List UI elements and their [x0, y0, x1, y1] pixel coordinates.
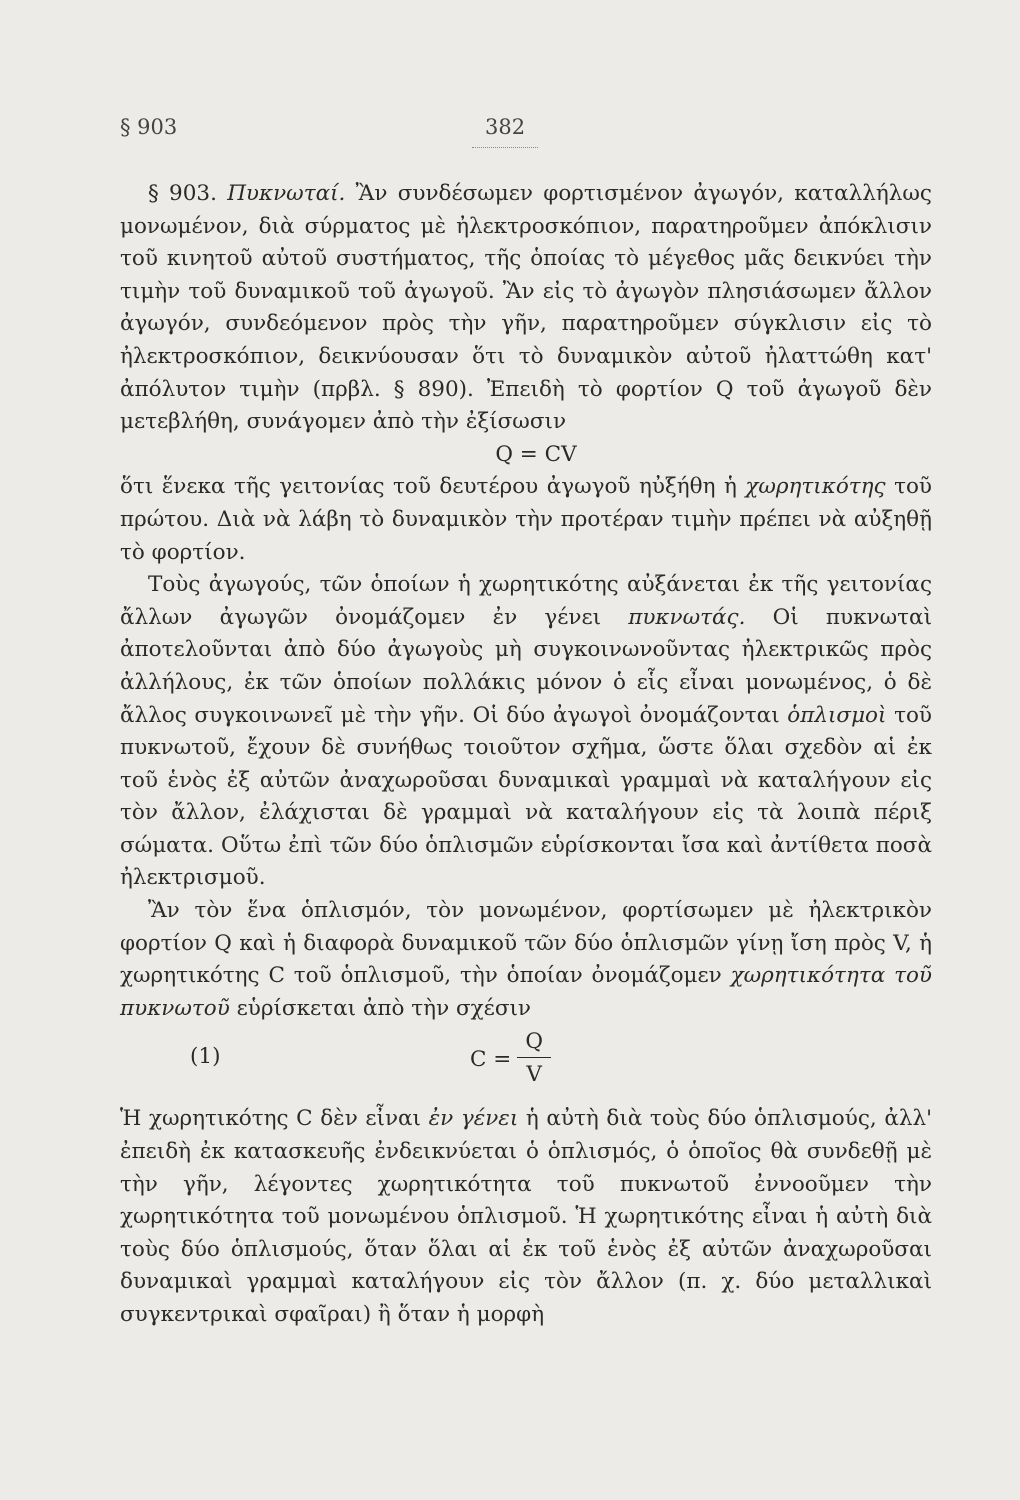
equation-q-cv: Q = CV: [495, 441, 577, 467]
paragraph-3: [120, 569, 932, 895]
paragraph-1-text: Ἂν συνδέσωμεν φορτισμένον ἀγωγόν, καταλλήλως μονωμένον, διὰ σύρματος μὲ ἠλεκτροσκόπιον, παρατηροῦμεν ἀπόκλισιν τοῦ κινητοῦ αὐτοῦ συστήματος, τῆς ὁποίας τὸ μέγεθος μᾶς δεικνύει τὴν τιμὴν τοῦ δυναμικοῦ τοῦ ἀγωγοῦ. Ἂν εἰς τὸ ἀγωγὸν πλησιάσωμεν ἄλλον ἀγωγόν, συνδεόμενον πρὸς τὴν γῆν, παρατηροῦμεν σύγκλισιν εἰς τὸ ἠλεκτροσκόπιον, δεικνύουσαν ὅτι τὸ δυναμικὸν αὐτοῦ ἠλαττώθη κατ' ἀπόλυτον τιμὴν (πρβλ. § 890). Ἐπειδὴ τὸ φορτίον Q τοῦ ἀγωγοῦ δὲν μετεβλήθη, συνάγομεν ἀπὸ τὴν ἐξίσωσιν: [120, 181, 932, 435]
equation-c-q-over-v: [120, 1027, 932, 1103]
paragraph-5-text-b: ἡ αὐτὴ διὰ τοὺς δύο ὁπλισμούς, ἀλλ' ἐπειδὴ ἐκ κατασκευῆς ἐνδεικνύεται ὁ ὁπλισμός, ὁ ὁποῖος θὰ συνδεθῇ μὲ τὴν γῆν, λέγοντες χωρητικότητα τοῦ πυκνωτοῦ ἐννοοῦμεν τὴν χωρητικότητα τοῦ μονωμένου ὁπλισμοῦ. Ἡ χωρητικότης εἶναι ἡ αὐτὴ διὰ τοὺς δύο ὁπλισμούς, ὅταν ὅλαι αἱ ἐκ τοῦ ἑνὸς ἐξ αὐτῶν ἀναχωροῦσαι δυναμικαὶ γραμμαὶ καταλήγουν εἰς τὸν ἄλλον (π. χ. δύο μεταλλικαὶ συγκεντρικαὶ σφαῖραι) ἢ ὅταν ἡ μορφὴ: [120, 1106, 932, 1327]
equation-body: [470, 1027, 551, 1092]
fraction: [517, 1027, 551, 1092]
header-rule: [472, 147, 538, 148]
fraction-denominator: V: [526, 1062, 542, 1088]
paragraph-5: [120, 1103, 932, 1331]
emphasis-in-general: ἐν γένει: [428, 1106, 519, 1132]
page-number: 382: [485, 115, 526, 139]
emphasis-capacity: χωρητικότης: [745, 474, 886, 500]
paragraph-2-text-a: ὅτι ἕνεκα τῆς γειτονίας τοῦ δευτέρου ἀγωγοῦ ηὐξήθη ἡ: [120, 474, 737, 500]
paragraph-3-text-b: Οἱ πυκνωταὶ ἀποτελοῦνται ἀπὸ δύο ἀγωγοὺς μὴ συγκοινωνοῦντας ἠλεκτρικῶς πρὸς ἀλλήλους, ἐκ τῶν ὁποίων πολλάκις μόνον ὁ εἷς εἶναι μονωμένος, ὁ δὲ ἄλλος συγκοινωνεῖ μὲ τὴν γῆν. Οἱ δύο ἀγωγοὶ ὀνομάζονται: [120, 604, 932, 728]
equation-number: (1): [190, 1044, 221, 1070]
paragraph-5-text-a: Ἡ χωρητικότης C δὲν εἶναι: [120, 1106, 421, 1132]
paragraph-1: [120, 178, 932, 439]
paragraph-4: [120, 895, 932, 1025]
paragraph-2: [120, 471, 932, 569]
paragraph-4-text-b: εὑρίσκεται ἀπὸ τὴν σχέσιν: [236, 995, 531, 1021]
paragraph-2-text-b: τοῦ πρώτου. Διὰ νὰ λάβη τὸ δυναμικὸν τὴν προτέραν τιμὴν πρέπει νὰ αὐξηθῇ τὸ φορτίον.: [120, 474, 932, 565]
emphasis-capacitors: πυκνωτάς.: [628, 604, 746, 630]
fraction-numerator: Q: [517, 1027, 551, 1058]
section-label: § 903.: [148, 181, 217, 206]
paragraph-3-text-c: τοῦ πυκνωτοῦ, ἔχουν δὲ συνήθως τοιοῦτον σχῆμα, ὥστε ὅλαι σχεδὸν αἱ ἐκ τοῦ ἑνὸς ἐξ αὐτῶν ἀναχωροῦσαι δυναμικαὶ γραμμαὶ νὰ καταλήγουν εἰς τὸν ἄλλον, ἐλάχισται δὲ γραμμαὶ νὰ καταλήγουν εἰς τὰ λοιπὰ πέριξ σώματα. Οὕτω ἐπὶ τῶν δύο ὁπλισμῶν εὑρίσκονται ἴσα καὶ ἀντίθετα ποσὰ ἠλεκτρισμοῦ.: [120, 702, 932, 891]
paragraph-4-text-a: Ἂν τὸν ἕνα ὁπλισμόν, τὸν μονωμένον, φορτίσωμεν μὲ ἠλεκτρικὸν φορτίον Q καὶ ἡ διαφορὰ δυναμικοῦ τῶν δύο ὁπλισμῶν γίνῃ ἴση πρὸς V, ἡ χωρητικότης C τοῦ ὁπλισμοῦ, τὴν ὁποίαν ὀνομάζομεν: [120, 898, 932, 989]
equation-lhs: C =: [470, 1046, 512, 1072]
emphasis-capacitor-capacity: χωρητικότητα τοῦ πυκνωτοῦ: [120, 963, 932, 1021]
emphasis-armatures: ὁπλισμοὶ: [787, 702, 887, 728]
section-title: Πυκνωταί.: [227, 181, 346, 206]
running-section-number: § 903: [120, 115, 178, 139]
body-text: [120, 178, 932, 1332]
page-header: [120, 115, 900, 145]
paragraph-3-text-a: Τοὺς ἀγωγούς, τῶν ὁποίων ἡ χωρητικότης αὐξάνεται ἐκ τῆς γειτονίας ἄλλων ἀγωγῶν ὀνομάζομεν ἐν γένει: [120, 572, 932, 630]
